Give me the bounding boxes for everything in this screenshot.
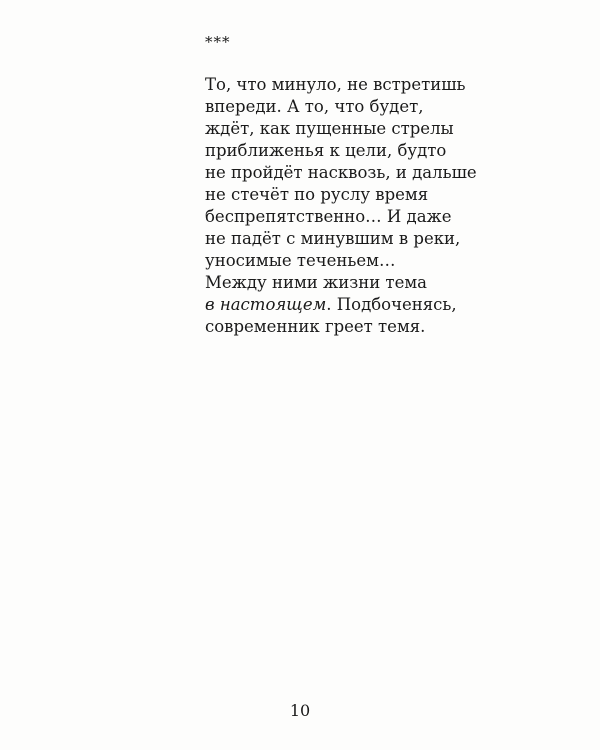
poem-line-11: [205, 294, 477, 316]
poem-line-12: современник греет темя.: [205, 317, 426, 336]
italic-phrase: в настоящем: [205, 295, 327, 314]
poem-line-3: ждёт, как пущенные стрелы: [205, 119, 454, 138]
section-ornament: ***: [205, 33, 231, 51]
poem-line-8: не падёт с минувшим в реки,: [205, 229, 461, 248]
poem-line-4: приближенья к цели, будто: [205, 141, 447, 160]
poem-line-9: уносимые теченьем…: [205, 251, 396, 270]
poem-line-6: не стечёт по руслу время: [205, 185, 429, 204]
poem-line-2: впереди. А то, что будет,: [205, 97, 424, 116]
poem-line-11-rest: . Подбоченясь,: [326, 295, 457, 314]
poem-line-10: Между ними жизни тема: [205, 273, 428, 292]
page-number: 10: [289, 701, 311, 720]
poem-text: [205, 74, 477, 338]
poem-line-5: не пройдёт насквозь, и дальше: [205, 163, 477, 182]
poem-line-1: То, что минуло, не встретишь: [205, 75, 466, 94]
poem-line-7: беспрепятственно… И даже: [205, 207, 452, 226]
